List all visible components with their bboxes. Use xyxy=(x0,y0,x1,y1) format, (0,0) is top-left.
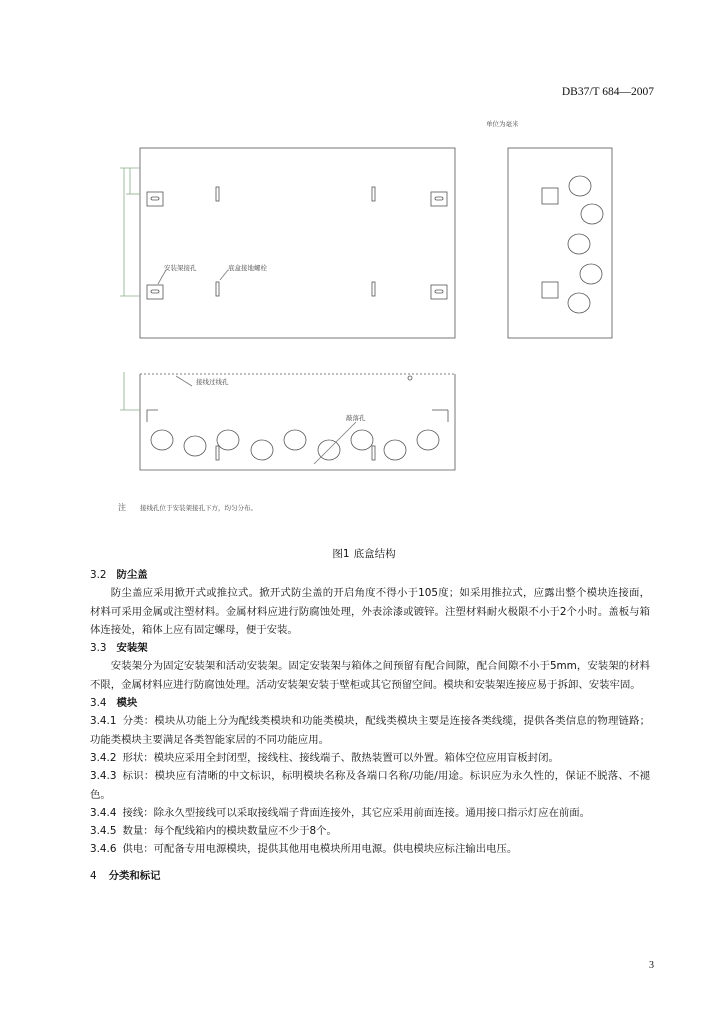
figure-caption xyxy=(0,546,724,561)
mount-slot-br xyxy=(431,285,447,299)
section-title: 分类和标记 xyxy=(108,869,161,882)
clause-3-4-1 xyxy=(90,712,650,749)
section-3-3-heading xyxy=(90,639,650,657)
section-number: 3.4 xyxy=(90,697,107,710)
clause-text: 接线：除永久型接线可以采取接线端子背面连接外，其它应采用前面连接。通用接口指示灯应在前面。 xyxy=(122,806,591,819)
clause-3-4-2 xyxy=(90,749,650,767)
section-3-3-paragraph: 安装架分为固定安装架和活动安装架。固定安装架与箱体之间预留有配合间隙，配合间隙不小于5mm，安装架的材料不限，金属材料应进行防腐蚀处理。活动安装架安装于壁柜或其它预留空间。模块和安装架连接应易于拆卸、安装牢固。 xyxy=(90,660,650,691)
document-number: DB37/T 684—2007 xyxy=(561,86,654,98)
mount-slot-tr xyxy=(431,192,447,206)
clause-3-4-5 xyxy=(90,822,650,840)
clause-3-4-3 xyxy=(90,767,650,804)
figure-note: 接线孔位于安装架接孔下方，均匀分布。 xyxy=(140,504,257,512)
section-number: 3.2 xyxy=(90,569,107,581)
note-symbol: 注 xyxy=(118,503,126,512)
clause-number: 3.4.6 xyxy=(90,843,117,856)
mount-slot-bl xyxy=(147,285,163,299)
clause-3-4-4 xyxy=(90,804,650,822)
box-structure-figure xyxy=(110,110,630,530)
figure-caption-title: 底盒结构 xyxy=(353,548,396,560)
clause-text: 标识：模块应有清晰的中文标识，标明模块名称及各端口名称/功能/用途。标识应为永久性的，保证不脱落、不褪色。 xyxy=(90,770,650,801)
section-3-2-heading xyxy=(90,566,650,584)
clause-number: 3.4.3 xyxy=(90,770,117,783)
section-number: 4 xyxy=(90,869,97,882)
cable-hole-label: 接线过线孔 xyxy=(196,378,229,386)
side-view-outline xyxy=(508,148,612,338)
top-view xyxy=(120,372,455,470)
section-title: 模块 xyxy=(116,697,138,710)
knockout-hole-label: 敲落孔 xyxy=(346,414,366,422)
ground-bolt-label: 底盒接地螺栓 xyxy=(228,264,267,272)
document-body xyxy=(90,566,650,885)
clause-text: 形状：模块应采用全封闭型，接线柱、接线端子、散热装置可以外置。箱体空位应用盲板封闭。 xyxy=(122,751,559,764)
section-title: 安装架 xyxy=(116,642,148,655)
clause-number: 3.4.2 xyxy=(90,751,117,764)
section-3-2-paragraph: 防尘盖应采用掀开式或推拉式。掀开式防尘盖的开启角度不得小于105度；如采用推拉式，应露出整个模块连接面，材料可采用金属或注塑材料。金属材料应进行防腐蚀处理，外表涂漆或镀锌。注塑材料耐火极限不小于2个小时。盖板与箱体连接处，箱体上应有固定螺母，便于安装。 xyxy=(90,587,650,636)
side-view xyxy=(508,148,612,338)
figure-caption-number: 图1 xyxy=(332,548,350,560)
clause-number: 3.4.1 xyxy=(90,715,117,728)
page-number: 3 xyxy=(649,960,654,971)
figure-drawing xyxy=(110,110,630,530)
section-4-heading xyxy=(90,867,650,885)
clause-text: 数量：每个配线箱内的模块数量应不少于8个。 xyxy=(122,825,337,838)
section-title: 防尘盖 xyxy=(116,569,148,581)
clause-3-4-6 xyxy=(90,840,650,858)
front-view-outline xyxy=(140,148,455,338)
mount-slot-tl xyxy=(147,192,163,206)
clause-text: 分类：模块从功能上分为配线类模块和功能类模块，配线类模块主要是连接各类线缆，提供各类信息的物理链路；功能类模块主要满足各类智能家居的不同功能应用。 xyxy=(90,715,650,746)
unit-note: 单位为毫米 xyxy=(486,120,519,128)
front-view xyxy=(120,148,455,338)
install-hole-label: 安装架接孔 xyxy=(164,264,197,272)
clause-number: 3.4.5 xyxy=(90,825,117,838)
section-3-4-heading xyxy=(90,694,650,712)
clause-text: 供电：可配备专用电源模块，提供其他用电模块所用电源。供电模块应标注输出电压。 xyxy=(122,843,518,856)
section-number: 3.3 xyxy=(90,642,107,655)
clause-number: 3.4.4 xyxy=(90,806,117,819)
